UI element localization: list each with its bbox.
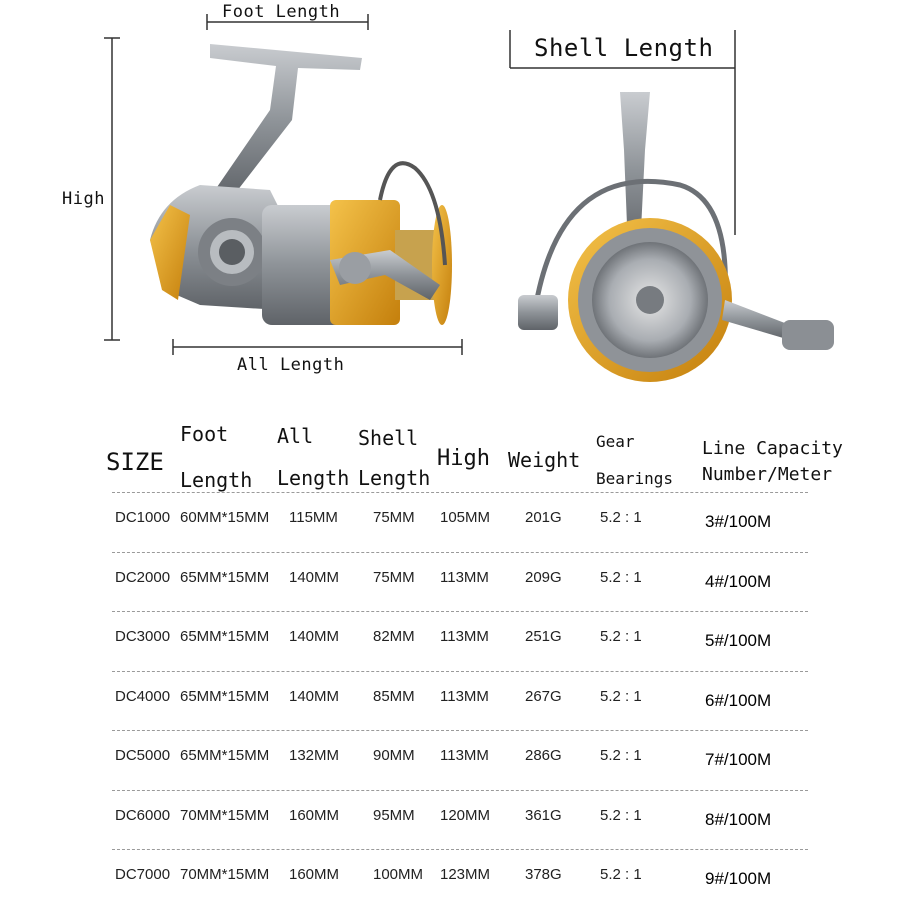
cell-all-length: 132MM xyxy=(289,747,340,764)
cell-line-capacity: 5#/100M xyxy=(705,631,772,650)
col-header-line-capacity-2: Number/Meter xyxy=(702,464,833,485)
col-header-foot-length-2: Length xyxy=(180,468,253,492)
cell-size: DC2000 xyxy=(115,568,171,586)
cell-size: DC1000 xyxy=(115,509,171,526)
row-divider xyxy=(112,492,808,493)
row-divider xyxy=(112,611,808,612)
cell-all-length: 160MM xyxy=(289,806,340,824)
cell-line-capacity: 3#/100M xyxy=(705,512,772,531)
col-header-gear-2: Bearings xyxy=(596,469,674,488)
cell-line-capacity: 4#/100M xyxy=(705,571,772,591)
cell-gear: 5.2 : 1 xyxy=(600,687,642,705)
col-header-all-length-2: Length xyxy=(277,466,350,490)
cell-weight: 378G xyxy=(525,866,562,883)
cell-foot-length: 65MM*15MM xyxy=(180,747,270,764)
row-divider xyxy=(112,849,808,850)
cell-gear: 5.2 : 1 xyxy=(600,568,642,586)
high-label: High xyxy=(62,189,105,209)
reel-side-view xyxy=(0,0,900,400)
cell-foot-length: 70MM*15MM xyxy=(180,866,270,883)
cell-foot-length: 65MM*15MM xyxy=(180,628,270,645)
cell-line-capacity: 9#/100M xyxy=(705,869,772,888)
col-header-foot-length: Foot xyxy=(180,422,229,446)
cell-gear: 5.2 : 1 xyxy=(600,628,642,645)
cell-size: DC6000 xyxy=(115,806,171,824)
cell-gear: 5.2 : 1 xyxy=(600,806,642,824)
cell-shell-length: 82MM xyxy=(373,628,415,645)
cell-line-capacity: 8#/100M xyxy=(705,809,772,829)
cell-shell-length: 95MM xyxy=(373,806,415,824)
cell-gear: 5.2 : 1 xyxy=(600,866,642,883)
cell-high: 105MM xyxy=(440,509,491,526)
cell-shell-length: 85MM xyxy=(373,687,415,705)
cell-foot-length: 65MM*15MM xyxy=(180,568,270,586)
row-divider xyxy=(112,671,808,672)
cell-size: DC3000 xyxy=(115,628,171,645)
cell-all-length: 140MM xyxy=(289,568,340,586)
cell-high: 120MM xyxy=(440,806,491,824)
cell-shell-length: 75MM xyxy=(373,509,415,526)
cell-all-length: 140MM xyxy=(289,687,340,705)
cell-weight: 201G xyxy=(525,509,562,526)
col-header-all-length: All xyxy=(277,424,314,448)
col-header-gear: Gear xyxy=(596,432,635,451)
foot-length-label: Foot Length xyxy=(222,2,341,22)
cell-all-length: 160MM xyxy=(289,866,340,883)
cell-line-capacity: 6#/100M xyxy=(705,690,772,710)
cell-gear: 5.2 : 1 xyxy=(600,509,642,526)
cell-weight: 267G xyxy=(525,687,562,705)
cell-weight: 209G xyxy=(525,568,562,586)
col-header-shell-length: Shell xyxy=(358,426,419,450)
row-divider xyxy=(112,730,808,731)
cell-shell-length: 90MM xyxy=(373,747,415,764)
cell-all-length: 115MM xyxy=(289,509,338,526)
spec-table xyxy=(0,400,900,900)
col-header-shell-length-2: Length xyxy=(358,466,431,490)
col-header-high: High xyxy=(437,446,490,471)
row-divider xyxy=(112,552,808,553)
cell-high: 113MM xyxy=(440,628,489,645)
cell-line-capacity: 7#/100M xyxy=(705,750,772,769)
cell-weight: 361G xyxy=(525,806,562,824)
cell-size: DC4000 xyxy=(115,687,171,705)
all-length-label: All Length xyxy=(237,355,345,375)
cell-all-length: 140MM xyxy=(289,628,340,645)
row-divider xyxy=(112,790,808,791)
cell-shell-length: 100MM xyxy=(373,866,424,883)
shell-length-label: Shell Length xyxy=(534,34,714,62)
col-header-size: SIZE xyxy=(106,448,164,476)
cell-high: 123MM xyxy=(440,866,491,883)
cell-high: 113MM xyxy=(440,687,489,705)
cell-foot-length: 70MM*15MM xyxy=(180,806,270,824)
cell-high: 113MM xyxy=(440,747,489,764)
cell-size: DC7000 xyxy=(115,866,171,883)
cell-weight: 251G xyxy=(525,628,562,645)
cell-high: 113MM xyxy=(440,568,489,586)
product-illustration xyxy=(0,0,900,400)
col-header-line-capacity: Line Capacity xyxy=(702,438,843,459)
cell-shell-length: 75MM xyxy=(373,568,415,586)
cell-size: DC5000 xyxy=(115,747,171,764)
cell-foot-length: 60MM*15MM xyxy=(180,509,270,526)
cell-gear: 5.2 : 1 xyxy=(600,747,642,764)
col-header-weight: Weight xyxy=(508,448,581,472)
cell-foot-length: 65MM*15MM xyxy=(180,687,270,705)
cell-weight: 286G xyxy=(525,747,562,764)
